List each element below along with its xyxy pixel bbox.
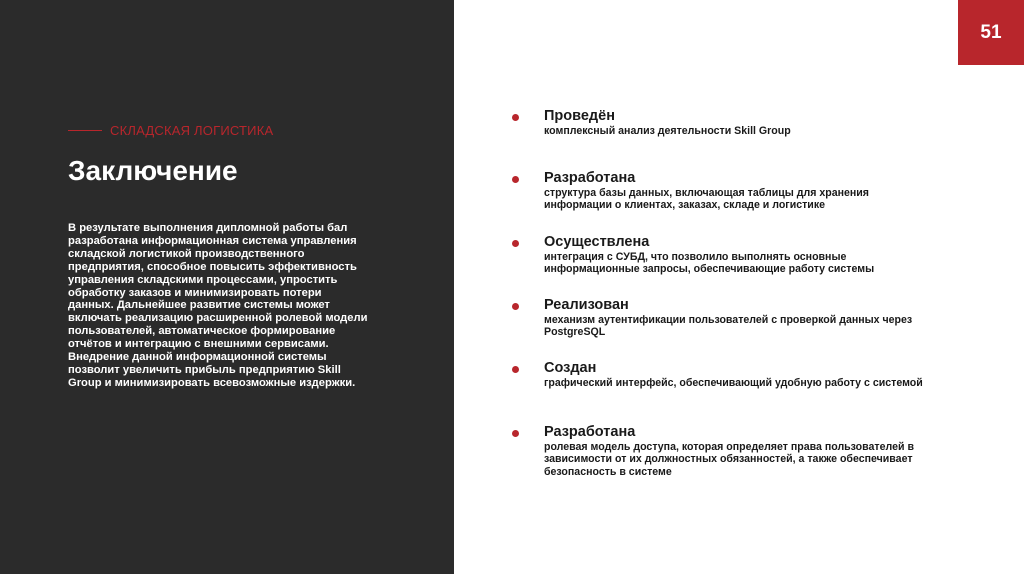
bullet-dot-icon — [512, 366, 519, 373]
list-item-title: Реализован — [544, 297, 629, 313]
list-item-title: Осуществлена — [544, 234, 650, 250]
bullet-dot-icon — [512, 114, 519, 121]
list-item-title: Разработана — [544, 170, 636, 186]
section-label: СКЛАДСКАЯ ЛОГИСТИКА — [110, 123, 274, 138]
list-item-description: интеграция с СУБД, что позволило выполнять основные информационные запросы, обеспечивающие работу системы — [544, 251, 875, 276]
page-number-badge: 51 — [958, 0, 1024, 65]
bullet-dot-icon — [512, 430, 519, 437]
list-item-description: комплексный анализ деятельности Skill Group — [544, 125, 791, 137]
page-title: Заключение — [68, 155, 238, 186]
list-item-title: Создан — [544, 360, 597, 376]
list-item-title: Разработана — [544, 424, 636, 440]
bullet-dot-icon — [512, 176, 519, 183]
bullet-dot-icon — [512, 303, 519, 310]
list-item-description: механизм аутентификации пользователей с проверкой данных через PostgreSQL — [544, 314, 913, 339]
list-item-description: структура базы данных, включающая таблицы для хранения информации о клиентах, заказах, складе и логистике — [544, 187, 869, 212]
list-item-description: графический интерфейс, обеспечивающий удобную работу с системой — [544, 377, 923, 389]
list-item-description: ролевая модель доступа, которая определяет права пользователей в зависимости от их должностных обязанностей, а также обеспечивает безопасность в системе — [544, 441, 914, 478]
bullet-dot-icon — [512, 240, 519, 247]
list-item-title: Проведён — [544, 108, 615, 124]
body-text: В результате выполнения дипломной работы бал разработана информационная система управления складской логистикой производственного предприятия, способное повысить эффективность управления складскими процессами, упростить обработку заказов и минимизировать потери данных. Дальнейшее развитие системы может включать реализацию расширенной ролевой модели пользователей, автоматическое формирование отчётов и интеграцию с внешними сервисами. Внедрение данной информационной системы позволит увеличить прибыль предприятию Skill Group и минимизировать всевозможные издержки. — [68, 222, 368, 389]
